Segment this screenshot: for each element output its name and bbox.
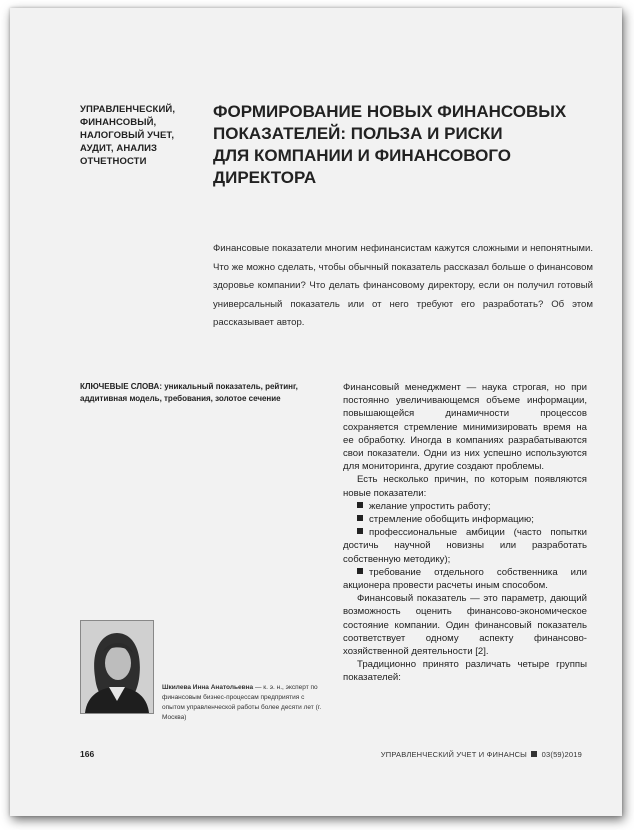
- keywords-block: [80, 381, 310, 405]
- author-photo: [80, 620, 154, 714]
- article-lead: Финансовые показатели многим нефинансистам кажутся сложными и непонятными. Что же можно сделать, чтобы обычный показатель рассказал больше о финансовом здоровье компании? Что делать финансовому директору, если он получил готовый универсальный показатель или от него требуют его разработать? Об этом рассказывает автор.: [213, 243, 593, 328]
- list-item: требование отдельного собственника или акционера провести расчеты иным способом.: [343, 566, 587, 592]
- bullet-square-icon: [357, 528, 363, 534]
- body-paragraph-2: Есть несколько причин, по которым появляются новые показатели:: [343, 474, 587, 499]
- list-item: желание упростить работу;: [343, 500, 587, 513]
- bullet-square-icon: [357, 515, 363, 521]
- separator-square-icon: [531, 751, 537, 757]
- body-paragraph-4: Традиционно принято различать четыре группы показателей:: [343, 659, 587, 684]
- keywords-label: КЛЮЧЕВЫЕ СЛОВА:: [80, 382, 162, 391]
- rubric-heading: УПРАВЛЕНЧЕСКИЙ, ФИНАНСОВЫЙ, НАЛОГОВЫЙ УЧЕТ, АУДИТ, АНАЛИЗ ОТЧЕТНОСТИ: [80, 104, 176, 167]
- body-paragraph-1: Финансовый менеджмент — наука строгая, но при постоянно увеличивающемся объеме информации, повышающейся динамичности процессов сохраняется стремление минимизировать время на ее обработку. Иногда в компаниях разрабатываются свои показатели. Одни из них успешно используются для мониторинга, другие создают проблемы.: [343, 382, 587, 473]
- author-portrait-image: [81, 621, 153, 713]
- author-info: [162, 683, 322, 723]
- article-body: [343, 381, 587, 685]
- list-item: стремление обобщить информацию;: [343, 513, 587, 526]
- body-paragraph-3: Финансовый показатель — это параметр, дающий возможность оценить финансово-экономическое состояние компании. Один финансовый показатель соответствует одному аспекту финансово-хозяйственной деятельности [2].: [343, 593, 587, 658]
- journal-footer: [381, 750, 582, 759]
- list-item: профессиональные амбиции (часто попытки достичь научной новизны или разработать собственную методику);: [343, 527, 587, 565]
- journal-issue: 03(59)2019: [541, 750, 582, 759]
- journal-name: УПРАВЛЕНЧЕСКИЙ УЧЕТ И ФИНАНСЫ: [380, 750, 528, 759]
- bullet-square-icon: [357, 502, 363, 508]
- reasons-list: [343, 500, 587, 592]
- bullet-square-icon: [357, 568, 363, 574]
- magazine-page: [10, 8, 622, 816]
- page-number: 166: [80, 749, 95, 759]
- keywords-text: уникальный показатель, рейтинг, аддитивная модель, требования, золотое сечение: [80, 382, 298, 403]
- article-title: ФОРМИРОВАНИЕ НОВЫХ ФИНАНСОВЫХ ПОКАЗАТЕЛЕЙ: ПОЛЬЗА И РИСКИ ДЛЯ КОМПАНИИ И ФИНАНСОВОГО ДИРЕКТОРА: [213, 102, 567, 187]
- author-name: Шкилева Инна Анатольевна: [162, 684, 254, 691]
- author-bio: — к. э. н., эксперт по финансовым бизнес-процессам предприятия с опытом управленческой работы более десяти лет (г. Москва): [162, 684, 322, 721]
